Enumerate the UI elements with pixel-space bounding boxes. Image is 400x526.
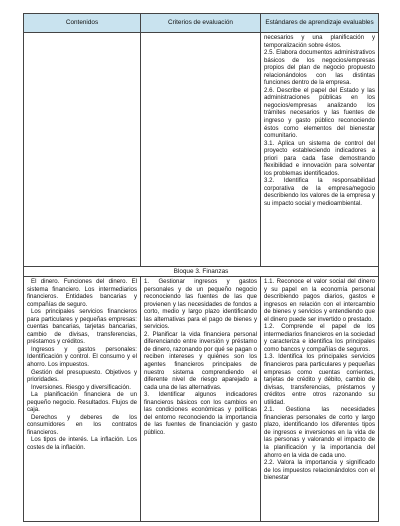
standard-paragraph: 2.1. Gestiona las necesidades financieras personales de corto y largo plazo, identificando los diferentes tipos de ingresos e inversiones en la vida de las personas y valorando el impacto de la planificación y la importancia del ahorro en la vida de cada uno. [264,406,375,459]
standard-paragraph: necesarios y una planificación y temporalización sobre éstos. [264,34,375,49]
finanzas-row [24,277,379,522]
standard-paragraph: 3.2. Identifica la responsabilidad corporativa de la empresa/negocio describiendo los valores de la empresa y su impacto social y medioambiental. [264,177,375,208]
header-row [24,14,379,33]
standards-cell [261,277,379,522]
empty-contents-cell [24,33,141,267]
content-paragraph: La planificación financiera de un pequeño negocio. Resultados. Flujos de caja. [27,391,137,414]
standard-paragraph: 1.2. Comprende el papel de los intermediarios financieros en la sociedad y caracteriza e identifica los principales como bancos y compañías de seguros. [264,323,375,353]
header-contenidos: Contenidos [24,14,141,33]
content-paragraph: Inversiones. Riesgo y diversificación. [31,383,131,391]
top-standards-cell [261,33,379,267]
block-title: Bloque 3. Finanzas [24,267,379,277]
standard-paragraph: 2.5. Elabora documentos administrativos básicos de los negocios/empresas propios del plan de negocio propuesto relacionándolos con las distintas funciones dentro de la empresa. [264,49,375,87]
content-paragraph: Ingresos y gastos personales: Identificación y control. El consumo y el ahorro. Los impuestos. [27,345,137,369]
content-paragraph: Los tipos de interés. La inflación. Los costes de la inflación. [27,436,137,452]
content-paragraph: Gestión del presupuesto. Objetivos y prioridades. [27,368,137,384]
criterion-paragraph: 2. Planificar la vida financiera personal diferenciando entre inversión y préstamo de dinero, razonando por qué se pagan o reciben intereses y quiénes son los agentes financieros principales de nuestro sistema comprendiendo el diferente nivel de riesgo aparejado a cada una de las alternativas. [144,330,257,391]
content-paragraph: El dinero. Funciones del dinero. El sistema financiero. Los intermediarios financieros. Entidades bancarias y compañías de seguro. [27,278,137,308]
standard-paragraph: 3.1. Aplica un sistema de control del proyecto estableciendo indicadores a priori para cada fase demostrando flexibilidad e innovación para solventar los problemas identificados. [264,139,375,177]
contents-cell [24,277,141,522]
empty-criteria-cell [141,33,261,267]
standard-paragraph: 2.6. Describe el papel del Estado y las administraciones públicas en los negocios/empresas analizando los trámites necesarios y las fuentes de ingreso y gasto público reconociendo éstos como elementos del bienestar comunitario. [264,86,375,140]
content-paragraph: Los principales servicios financieros para particulares y pequeñas empresas: cuentas bancarias, tarjetas bancarias, cambio de divisas, transferencias, préstamos y créditos. [27,308,137,346]
curriculum-table [23,13,379,522]
standard-paragraph: 2.2. Valora la importancia y significado de los impuestos relacionándolos con el bienestar [264,459,375,482]
block-title-row [24,267,379,277]
criteria-cell [141,277,261,522]
header-criterios: Criterios de evaluación [141,14,261,33]
continuation-row [24,33,379,267]
criterion-paragraph: 1. Gestionar ingresos y gastos personales y de un pequeño negocio reconociendo las fuentes de las que provienen y las necesidades de fondos a corto, medio y largo plazo identificando las alternativas para el pago de bienes y servicios. [144,278,257,331]
standard-paragraph: 1.3. Identifica los principales servicios financieros para particulares y pequeñas empresas como cuentas corrientes, tarjetas de crédito y débito, cambio de divisas, transferencias, préstamos y créditos entre otros razonando su utilidad. [264,353,375,406]
content-paragraph: Derechos y deberes de los consumidores en los contratos financieros. [27,413,137,436]
criterion-paragraph: 3. Identificar algunos indicadores financieros básicos con los cambios en las condiciones económicas y políticas del entorno reconociendo la importancia de las fuentes de financiación y gasto público. [144,391,257,436]
header-estandares: Estándares de aprendizaje evaluables [261,14,379,33]
standard-paragraph: 1.1. Reconoce el valor social del dinero y su papel en la economía personal describiendo pagos diarios, gastos e ingresos en relación con el intercambio de bienes y servicios y entendiendo que el dinero puede ser invertido o prestado. [264,278,375,323]
